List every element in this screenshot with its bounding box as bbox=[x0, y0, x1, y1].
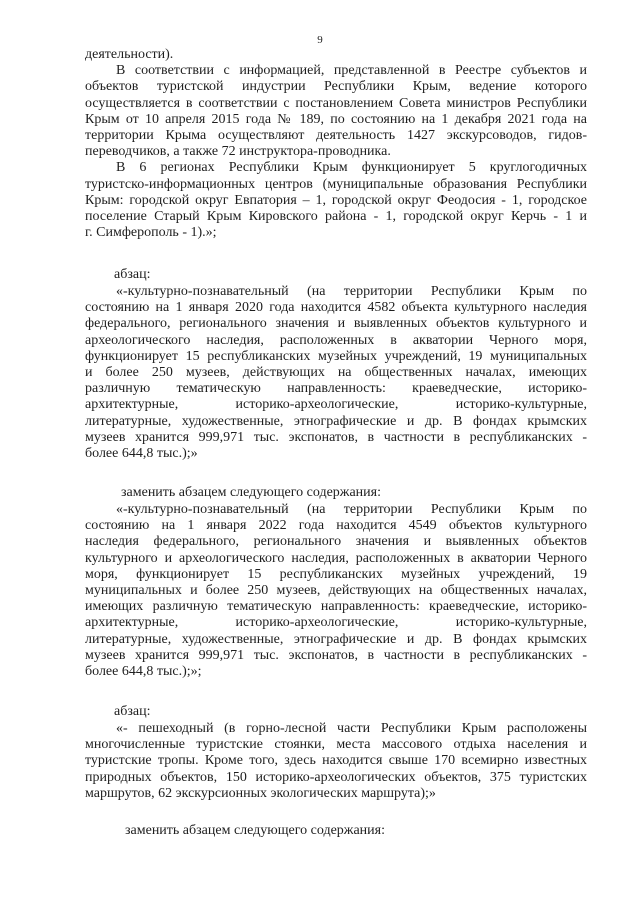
text-line: туристско-информационных центров (муниципальные образования Республики bbox=[85, 176, 587, 192]
text-line: различную тематическую направленность: краеведческие, историко- bbox=[85, 381, 587, 397]
text-line: «- пешеходный (в горно-лесной части Республики Крым расположены bbox=[116, 721, 587, 736]
text-line: г. Симферополь - 1).»; bbox=[85, 225, 217, 241]
page-number: 9 bbox=[317, 34, 323, 46]
text-line: территории Крыма осуществляют деятельность 1427 экскурсоводов, гидов- bbox=[85, 128, 587, 144]
text-line: моря, функционирует 15 республиканских музейных учреждений, 19 bbox=[85, 566, 587, 582]
text-line: литературные, художественные, этнографические и др. В фондах крымских bbox=[85, 631, 587, 647]
old-walking-paragraph bbox=[85, 721, 587, 802]
text-line: архитектурные, историко-археологические, историко-культурные, bbox=[85, 615, 587, 631]
text-line: культурного и археологического наследия, расположенных в акватории Черного bbox=[85, 550, 587, 566]
heading-abzac: абзац: bbox=[114, 704, 151, 719]
text-line: наследия федерального, регионального значения и выявленных объектов bbox=[85, 534, 587, 550]
heading-replace: заменить абзацем следующего содержания: bbox=[121, 485, 381, 500]
text-line: деятельности). bbox=[85, 47, 174, 62]
intro-paragraphs bbox=[85, 47, 587, 241]
new-cultural-paragraph bbox=[85, 502, 587, 680]
text-line: «-культурно-познавательный (на территории Республики Крым по bbox=[116, 284, 587, 299]
text-line: состоянию на 1 января 2020 года находится 4582 объекта культурного наследия bbox=[85, 300, 587, 316]
text-line: более 644,8 тыс.);»; bbox=[85, 664, 202, 680]
text-line: литературные, художественные, этнографические и др. В фондах крымских bbox=[85, 413, 587, 429]
text-line: поселение Старый Крым Кировского района - 1, городской округ Керчь - 1 и bbox=[85, 209, 587, 225]
text-line: переводчиков, а также 72 инструктора-проводника. bbox=[85, 144, 391, 160]
text-line: более 644,8 тыс.);» bbox=[85, 446, 198, 462]
text-line: состоянию на 1 января 2022 года находится 4549 объектов культурного bbox=[85, 518, 587, 534]
text-line: археологического наследия, расположенных в акватории Черного моря, bbox=[85, 332, 587, 348]
text-line: «-культурно-познавательный (на территории Республики Крым по bbox=[116, 502, 587, 517]
heading-replace: заменить абзацем следующего содержания: bbox=[125, 823, 385, 838]
text-line: архитектурные, историко-археологические, историко-культурные, bbox=[85, 397, 587, 413]
text-line: объектов туристской индустрии Республики Крым, ведение которого bbox=[85, 79, 587, 95]
text-line: муниципальных и более 250 музеев, действующих на общественных началах, bbox=[85, 583, 587, 599]
text-line: многочисленные туристские стоянки, места массового отдыха населения и bbox=[85, 737, 587, 753]
text-line: природных объектов, 150 историко-археологических объектов, 375 туристских bbox=[85, 769, 587, 785]
text-line: музеев хранится 999,971 тыс. экспонатов, в частности в республиканских - bbox=[85, 647, 587, 663]
old-cultural-paragraph bbox=[85, 284, 587, 462]
text-line: В соответствии с информацией, представленной в Реестре субъектов и bbox=[116, 63, 587, 79]
heading-abzac: абзац: bbox=[114, 267, 151, 282]
text-line: Крым от 10 апреля 2015 года № 189, по состоянию на 1 декабря 2021 года на bbox=[85, 111, 587, 127]
text-line: музеев хранится 999,971 тыс. экспонатов, в частности в республиканских - bbox=[85, 429, 587, 445]
text-line: имеющих различную тематическую направленность: краеведческие, историко- bbox=[85, 599, 587, 615]
text-line: функционирует 15 республиканских музейных учреждений, 19 муниципальных bbox=[85, 348, 587, 364]
text-line: В 6 регионах Республики Крым функционирует 5 круглогодичных bbox=[116, 160, 587, 176]
text-line: и более 250 музеев, действующих на общественных началах, имеющих bbox=[85, 365, 587, 381]
text-line: осуществляется в соответствии с постановлением Совета министров Республики bbox=[85, 95, 587, 111]
text-line: федерального, регионального значения и выявленных объектов культурного и bbox=[85, 316, 587, 332]
text-line: маршрутов, 62 экскурсионных экологических маршрута);» bbox=[85, 785, 436, 801]
text-line: туристские тропы. Кроме того, здесь находится свыше 170 всемирно известных bbox=[85, 753, 587, 769]
text-line: Крым: городской округ Евпатория – 1, городской округ Феодосия - 1, городское bbox=[85, 192, 587, 208]
